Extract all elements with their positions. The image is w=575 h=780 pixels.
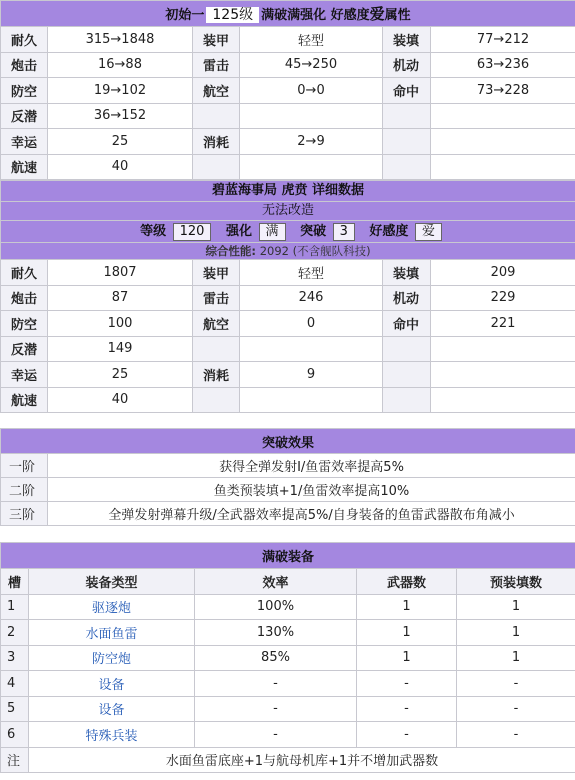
stat-label: 装甲 — [193, 27, 240, 53]
stat-value — [240, 103, 383, 129]
equipment-efficiency: 100% — [195, 594, 357, 620]
stat-value: 轻型 — [240, 260, 383, 286]
breakthrough-table — [0, 428, 575, 526]
stat-value — [431, 129, 575, 155]
equipment-slot: 6 — [1, 722, 29, 748]
breakthrough-effect: 获得全弹发射I/鱼雷效率提高5% — [48, 454, 575, 478]
stat-label: 反潜 — [1, 336, 48, 362]
stat-label — [193, 387, 240, 413]
title-love: 爱 — [369, 5, 385, 23]
stat-value: 16→88 — [48, 52, 193, 78]
stat-value: 149 — [48, 336, 193, 362]
stat-value — [431, 336, 575, 362]
stat-value — [431, 154, 575, 180]
equipment-type-link[interactable]: 设备 — [29, 696, 195, 722]
stat-label — [383, 154, 431, 180]
stat-label: 幸运 — [1, 129, 48, 155]
stat-label: 炮击 — [1, 52, 48, 78]
stat-label: 命中 — [383, 311, 431, 337]
equipment-preload-count: 1 — [457, 620, 575, 646]
stat-label: 机动 — [383, 52, 431, 78]
equipment-slot: 3 — [1, 645, 29, 671]
enhance-value: 满 — [259, 223, 286, 241]
initial-stats-table — [0, 0, 575, 180]
stat-label: 雷击 — [193, 285, 240, 311]
stat-label — [383, 387, 431, 413]
stat-value: 25 — [48, 362, 193, 388]
stat-label: 装甲 — [193, 260, 240, 286]
stat-label: 装填 — [383, 260, 431, 286]
stat-value: 77→212 — [431, 27, 575, 53]
stat-label — [383, 362, 431, 388]
stat-value: 63→236 — [431, 52, 575, 78]
breakthrough-value: 3 — [333, 223, 355, 241]
affinity-label: 好感度 — [369, 223, 409, 239]
stat-value — [240, 387, 383, 413]
stat-value: 25 — [48, 129, 193, 155]
equipment-type-link[interactable]: 水面鱼雷 — [29, 620, 195, 646]
equipment-efficiency: 85% — [195, 645, 357, 671]
stat-value: 209 — [431, 260, 575, 286]
stat-label — [383, 103, 431, 129]
equipment-efficiency: - — [195, 722, 357, 748]
title-end: 属性 — [384, 8, 411, 23]
equipment-efficiency: 130% — [195, 620, 357, 646]
stat-label — [193, 154, 240, 180]
breakthrough-row — [1, 454, 575, 478]
section-gap — [0, 413, 575, 428]
stat-value — [240, 336, 383, 362]
equipment-header-row — [1, 569, 575, 595]
stat-value — [431, 103, 575, 129]
equipment-slot: 4 — [1, 671, 29, 697]
equipment-preload-count: - — [457, 696, 575, 722]
equipment-row — [1, 620, 575, 646]
stat-row — [1, 27, 575, 53]
breakthrough-stage: 一阶 — [1, 454, 48, 478]
stat-value: 0 — [240, 311, 383, 337]
equipment-row — [1, 645, 575, 671]
title-level: 125级 — [206, 7, 259, 23]
stat-label: 反潜 — [1, 103, 48, 129]
stat-label: 机动 — [383, 285, 431, 311]
stat-value: 1807 — [48, 260, 193, 286]
level-label: 等级 — [140, 223, 167, 239]
equipment-type-link[interactable]: 设备 — [29, 671, 195, 697]
equipment-table — [0, 542, 575, 773]
initial-stats-title — [1, 1, 575, 27]
equipment-preload-count: - — [457, 722, 575, 748]
affinity-value: 爱 — [415, 223, 442, 241]
title-prefix: 初始一 — [165, 8, 205, 23]
equipment-efficiency: - — [195, 671, 357, 697]
equipment-weapon-count: - — [357, 671, 457, 697]
equipment-column-header: 装备类型 — [29, 569, 195, 595]
stat-value: 315→1848 — [48, 27, 193, 53]
note-text: 水面鱼雷底座+1与航母机库+1并不增加武器数 — [29, 747, 575, 773]
breakthrough-row — [1, 478, 575, 502]
stat-label: 航速 — [1, 154, 48, 180]
stat-row — [1, 154, 575, 180]
stat-row — [1, 260, 575, 286]
stat-value: 87 — [48, 285, 193, 311]
stat-label: 耐久 — [1, 27, 48, 53]
detail-stats-table — [0, 180, 575, 413]
stat-label — [383, 129, 431, 155]
stat-label: 航速 — [1, 387, 48, 413]
stat-value: 9 — [240, 362, 383, 388]
equipment-preload-count: 1 — [457, 645, 575, 671]
stat-value: 100 — [48, 311, 193, 337]
equipment-column-header: 效率 — [195, 569, 357, 595]
stat-label: 耐久 — [1, 260, 48, 286]
equipment-column-header: 槽 — [1, 569, 29, 595]
stat-value — [431, 362, 575, 388]
stat-value: 轻型 — [240, 27, 383, 53]
stat-label: 消耗 — [193, 362, 240, 388]
equipment-type-link[interactable]: 特殊兵装 — [29, 722, 195, 748]
equipment-slot: 2 — [1, 620, 29, 646]
stat-value: 36→152 — [48, 103, 193, 129]
stat-value: 0→0 — [240, 78, 383, 104]
stat-value: 246 — [240, 285, 383, 311]
stat-row — [1, 78, 575, 104]
stat-label: 防空 — [1, 311, 48, 337]
equipment-row — [1, 671, 575, 697]
enhance-label: 强化 — [225, 223, 252, 239]
no-remodel-text: 无法改造 — [1, 202, 575, 221]
equipment-weapon-count: - — [357, 722, 457, 748]
equipment-row — [1, 696, 575, 722]
breakthrough-effect: 鱼类预装填+1/鱼雷效率提高10% — [48, 478, 575, 502]
equipment-weapon-count: 1 — [357, 620, 457, 646]
breakthrough-row — [1, 502, 575, 526]
breakthrough-label: 突破 — [300, 223, 327, 239]
stat-row — [1, 336, 575, 362]
equipment-weapon-count: 1 — [357, 645, 457, 671]
breakthrough-stage: 二阶 — [1, 478, 48, 502]
stat-row — [1, 387, 575, 413]
stat-label: 幸运 — [1, 362, 48, 388]
stat-label: 消耗 — [193, 129, 240, 155]
stat-value: 45→250 — [240, 52, 383, 78]
stat-value: 40 — [48, 154, 193, 180]
equipment-slot: 5 — [1, 696, 29, 722]
equipment-column-header: 武器数 — [357, 569, 457, 595]
breakthrough-effect: 全弹发射弹幕升级/全武器效率提高5%/自身装备的鱼雷武器散布角减小 — [48, 502, 575, 526]
equipment-preload-count: 1 — [457, 594, 575, 620]
stat-row — [1, 362, 575, 388]
equipment-slot: 1 — [1, 594, 29, 620]
stat-label: 航空 — [193, 311, 240, 337]
equipment-efficiency: - — [195, 696, 357, 722]
stat-label: 防空 — [1, 78, 48, 104]
stat-label — [193, 336, 240, 362]
stat-row — [1, 311, 575, 337]
stat-value: 221 — [431, 311, 575, 337]
equipment-column-header: 预装填数 — [457, 569, 575, 595]
stat-label: 装填 — [383, 27, 431, 53]
equipment-type-link[interactable]: 防空炮 — [29, 645, 195, 671]
equipment-row — [1, 722, 575, 748]
stat-value: 19→102 — [48, 78, 193, 104]
stat-row — [1, 103, 575, 129]
section-gap — [0, 526, 575, 542]
note-label: 注 — [1, 747, 29, 773]
stat-label: 雷击 — [193, 52, 240, 78]
stat-label — [383, 336, 431, 362]
stat-value — [431, 387, 575, 413]
detail-levels-row — [1, 221, 575, 243]
equipment-type-link[interactable]: 驱逐炮 — [29, 594, 195, 620]
stat-value: 2→9 — [240, 129, 383, 155]
breakthrough-stage: 三阶 — [1, 502, 48, 526]
stat-row — [1, 129, 575, 155]
equipment-preload-count: - — [457, 671, 575, 697]
equipment-weapon-count: - — [357, 696, 457, 722]
stat-label: 炮击 — [1, 285, 48, 311]
power-label: 综合性能: — [205, 244, 257, 258]
title-suffix: 满破满强化 好感度 — [261, 8, 370, 23]
power-row — [1, 243, 575, 260]
stat-label: 航空 — [193, 78, 240, 104]
level-value: 120 — [173, 223, 212, 241]
stat-label: 命中 — [383, 78, 431, 104]
equipment-row — [1, 594, 575, 620]
stat-row — [1, 52, 575, 78]
equipment-title: 满破装备 — [1, 543, 575, 569]
stat-row — [1, 285, 575, 311]
detail-title: 碧蓝海事局 虎贲 详细数据 — [1, 181, 575, 202]
stat-value: 73→228 — [431, 78, 575, 104]
equipment-weapon-count: 1 — [357, 594, 457, 620]
power-value: 2092 (不含舰队科技) — [259, 244, 371, 258]
stat-value: 229 — [431, 285, 575, 311]
stat-value — [240, 154, 383, 180]
stat-label — [193, 103, 240, 129]
stat-value: 40 — [48, 387, 193, 413]
breakthrough-title: 突破效果 — [1, 429, 575, 454]
